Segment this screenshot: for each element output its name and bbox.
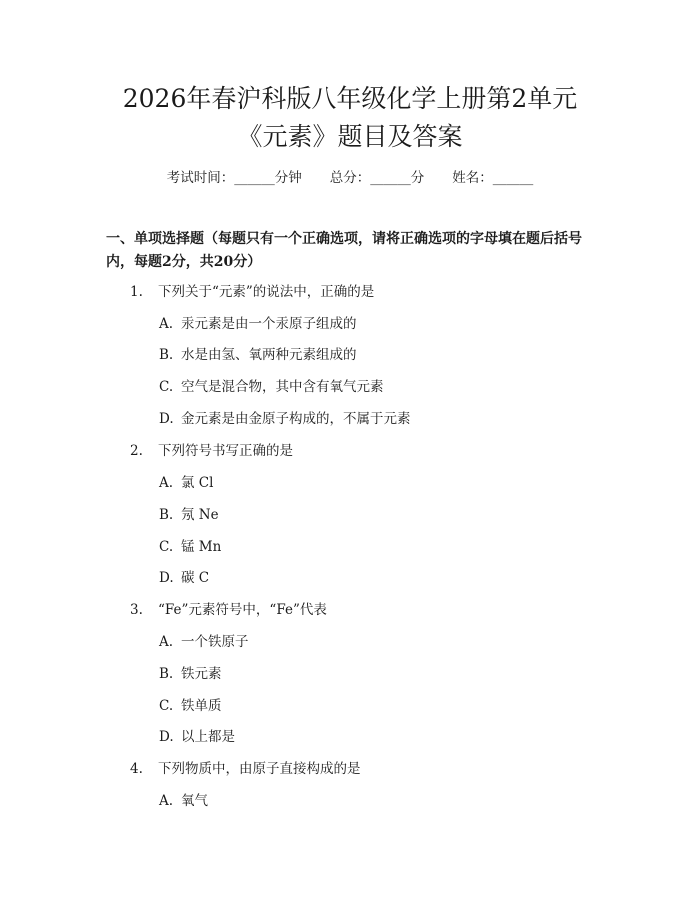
question-text: “Fe”元素符号中，“Fe”代表: [158, 602, 327, 618]
section-heading: [106, 228, 606, 274]
question-number: 1.: [130, 284, 143, 300]
question-1-option-d: [159, 409, 411, 429]
question-number: 4.: [130, 761, 143, 777]
question-text: 下列物质中，由原子直接构成的是: [158, 761, 361, 777]
question-1: [130, 282, 374, 302]
option-text: 空气是混合物，其中含有氧气元素: [181, 379, 384, 395]
section-heading-line2: 内，每题2分，共20分）: [106, 254, 262, 270]
option-letter: B.: [159, 666, 174, 682]
question-3-option-d: [159, 727, 235, 747]
page-title-line1: 2026年春沪科版八年级化学上册第2单元: [122, 84, 578, 113]
option-text: 锰 Mn: [181, 539, 222, 555]
page-title-line2: 《元素》题目及答案: [237, 122, 463, 151]
question-text: 下列关于“元素”的说法中，正确的是: [158, 284, 375, 300]
question-2: [130, 441, 293, 461]
question-1-option-a: [159, 314, 357, 334]
option-letter: A.: [159, 475, 174, 491]
question-2-option-b: [159, 505, 219, 525]
option-letter: D.: [159, 729, 174, 745]
question-2-option-a: [159, 473, 213, 493]
option-letter: C.: [159, 539, 174, 555]
option-letter: A.: [159, 316, 174, 332]
question-3-option-c: [159, 696, 222, 716]
question-number: 2.: [130, 443, 143, 459]
question-1-option-c: [159, 377, 384, 397]
question-3-option-b: [159, 664, 222, 684]
question-1-option-b: [159, 345, 357, 365]
option-letter: B.: [159, 507, 174, 523]
option-text: 一个铁原子: [181, 634, 249, 650]
option-letter: C.: [159, 379, 174, 395]
exam-time-field: 考试时间：______分钟: [166, 170, 302, 186]
total-score-field: 总分：______分: [329, 170, 425, 186]
option-text: 氧气: [181, 793, 208, 809]
option-text: 碳 C: [181, 570, 210, 586]
question-4-option-a: [159, 791, 208, 811]
option-letter: D.: [159, 570, 174, 586]
option-letter: A.: [159, 634, 174, 650]
option-text: 汞元素是由一个汞原子组成的: [181, 316, 357, 332]
option-text: 铁单质: [181, 698, 222, 714]
option-text: 氯 Cl: [181, 475, 214, 491]
section-heading-line1: 一、单项选择题（每题只有一个正确选项，请将正确选项的字母填在题后括号: [106, 231, 582, 247]
question-3: [130, 600, 327, 620]
question-4: [130, 759, 361, 779]
option-text: 金元素是由金原子构成的，不属于元素: [181, 411, 411, 427]
option-letter: A.: [159, 793, 174, 809]
question-number: 3.: [130, 602, 143, 618]
question-text: 下列符号书写正确的是: [158, 443, 293, 459]
option-text: 氖 Ne: [181, 507, 219, 523]
option-letter: B.: [159, 347, 174, 363]
option-text: 铁元素: [181, 666, 222, 682]
student-name-field: 姓名：______: [452, 170, 534, 186]
option-text: 以上都是: [181, 729, 235, 745]
option-letter: D.: [159, 411, 174, 427]
question-3-option-a: [159, 632, 249, 652]
question-2-option-c: [159, 537, 221, 557]
option-letter: C.: [159, 698, 174, 714]
exam-meta-row: [0, 168, 700, 188]
question-2-option-d: [159, 568, 209, 588]
option-text: 水是由氢、氧两种元素组成的: [181, 347, 357, 363]
